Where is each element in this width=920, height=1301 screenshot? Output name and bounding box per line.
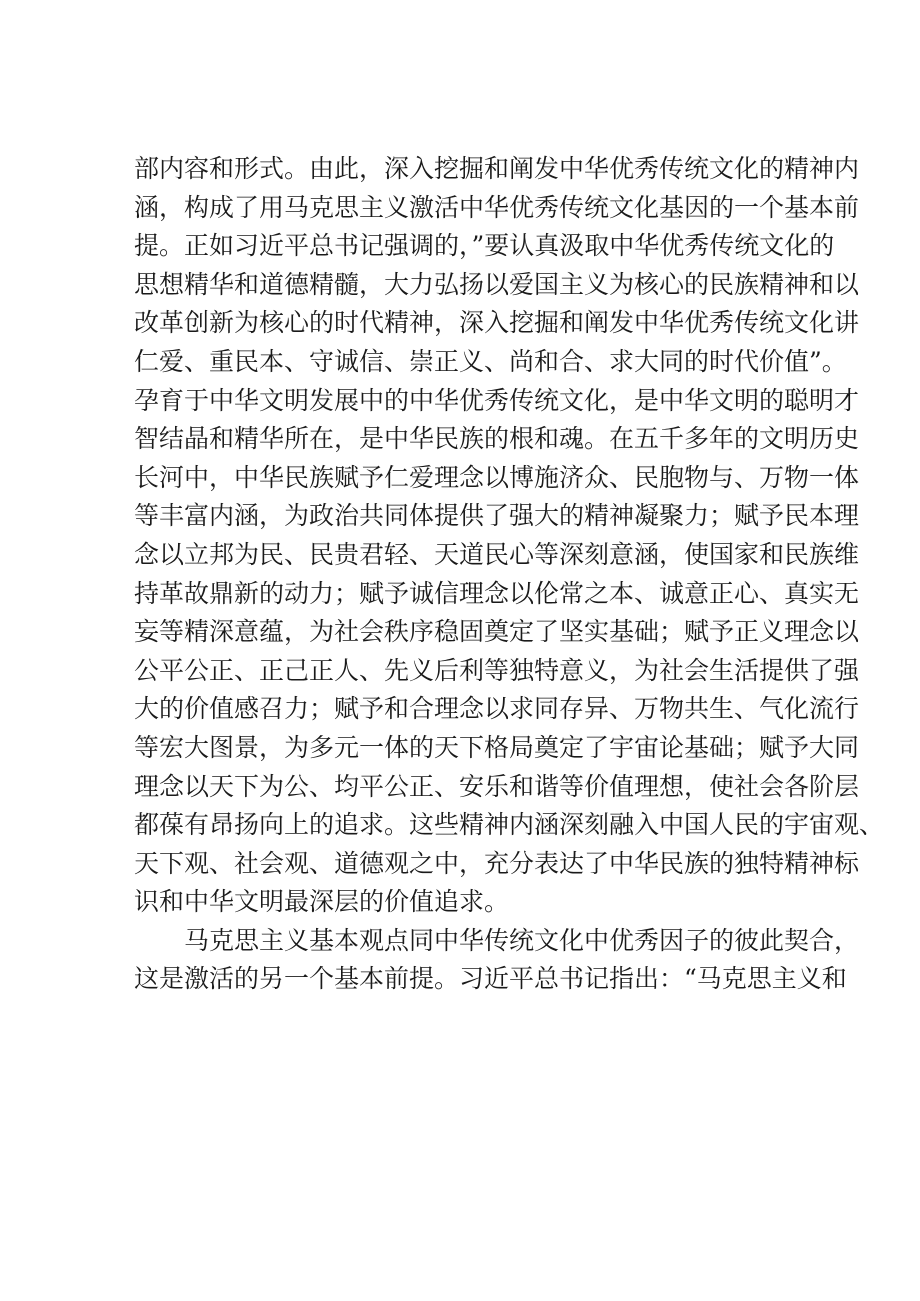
text-line: 马克思主义基本观点同中华传统文化中优秀因子的彼此契合， — [184, 925, 860, 955]
text-line: 等丰富内涵，为政治共同体提供了强大的精神凝聚力；赋予民本理 — [134, 501, 860, 531]
text-line: 提。正如习近平总书记强调的，”要认真汲取中华优秀传统文化的 — [134, 231, 835, 261]
text-line: 理念以天下为公、均平公正、安乐和谐等价值理想，使社会各阶层 — [134, 771, 860, 801]
text-line: 公平公正、正己正人、先义后利等独特意义，为社会生活提供了强 — [134, 655, 860, 685]
text-line: 智结晶和精华所在，是中华民族的根和魂。在五千多年的文明历史 — [134, 424, 860, 454]
text-line: 孕育于中华文明发展中的中华优秀传统文化，是中华文明的聪明才 — [134, 385, 860, 415]
text-line: 涵，构成了用马克思主义激活中华优秀传统文化基因的一个基本前 — [134, 192, 860, 222]
body-text — [134, 150, 885, 999]
text-line: 等宏大图景，为多元一体的天下格局奠定了宇宙论基础；赋予大同 — [134, 732, 860, 762]
text-line: 部内容和形式。由此，深入挖掘和阐发中华优秀传统文化的精神内 — [134, 154, 860, 183]
text-line: 改革创新为核心的时代精神，深入挖掘和阐发中华优秀传统文化讲 — [134, 308, 860, 338]
text-line: 仁爱、重民本、守诚信、崇正义、尚和合、求大同的时代价值”。 — [134, 346, 847, 376]
text-line: 妄等精深意蕴，为社会秩序稳固奠定了坚实基础；赋予正义理念以 — [134, 617, 860, 647]
text-line: 天下观、社会观、道德观之中，充分表达了中华民族的独特精神标 — [134, 848, 860, 878]
text-line: 都葆有昂扬向上的追求。这些精神内涵深刻融入中国人民的宇宙观、 — [134, 810, 885, 840]
text-line: 识和中华文明最深层的价值追求。 — [134, 887, 510, 917]
text-line: 思想精华和道德精髓，大力弘扬以爱国主义为核心的民族精神和以 — [134, 269, 860, 299]
text-line: 长河中，中华民族赋予仁爱理念以博施济众、民胞物与、万物一体 — [134, 462, 860, 492]
text-line: 持革故鼎新的动力；赋予诚信理念以伦常之本、诚意正心、真实无 — [134, 578, 860, 608]
text-line: 大的价值感召力；赋予和合理念以求同存异、万物共生、气化流行 — [134, 694, 860, 724]
text-line: 念以立邦为民、民贵君轻、天道民心等深刻意涵，使国家和民族维 — [134, 539, 860, 569]
text-line: 这是激活的另一个基本前提。习近平总书记指出：“马克思主义和 — [134, 964, 847, 994]
